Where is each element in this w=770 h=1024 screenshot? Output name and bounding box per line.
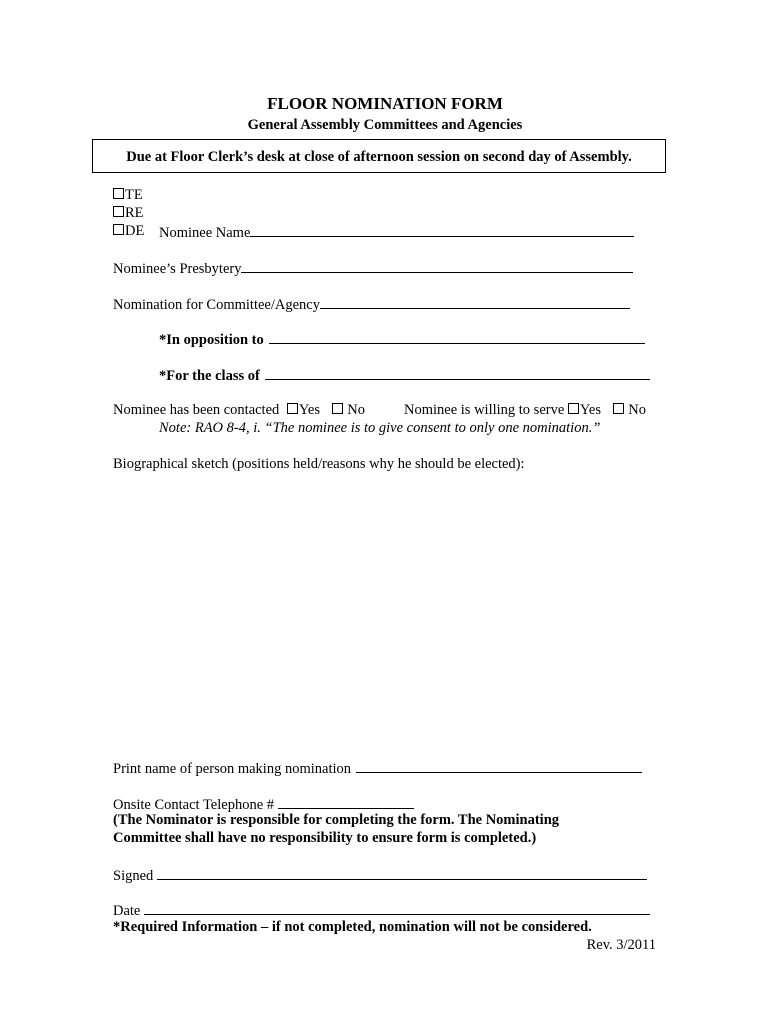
form-subtitle: General Assembly Committees and Agencies xyxy=(247,117,523,133)
due-notice-text: Due at Floor Clerk’s desk at close of afternoon session on second day of Assembly. xyxy=(126,149,632,165)
due-notice-box xyxy=(92,139,666,173)
contacted-no[interactable] xyxy=(332,402,365,418)
class-of-label: *For the class of xyxy=(159,368,260,384)
date-field[interactable] xyxy=(144,900,650,915)
responsibility-line-1: (The Nominator is responsible for completing the form. The Nominating xyxy=(113,812,560,828)
committee-field[interactable] xyxy=(320,294,630,309)
presbytery-label: Nominee’s Presbytery xyxy=(113,261,242,277)
willing-label: Nominee is willing to serve xyxy=(404,402,565,418)
checkbox-re-label: RE xyxy=(125,205,144,221)
opposition-row xyxy=(159,329,645,349)
telephone-field[interactable] xyxy=(278,794,414,809)
telephone-label: Onsite Contact Telephone # xyxy=(113,797,275,813)
nominee-name-label: Nominee Name xyxy=(159,225,251,241)
checkbox-de-label: DE xyxy=(125,223,145,239)
checkbox-re[interactable] xyxy=(113,204,144,222)
checkbox-te[interactable] xyxy=(113,186,143,204)
willing-yes[interactable] xyxy=(568,402,601,418)
presbytery-row xyxy=(113,258,633,278)
checkbox-icon[interactable] xyxy=(613,403,624,414)
committee-row xyxy=(113,294,630,314)
signed-label: Signed xyxy=(113,868,154,884)
committee-label: Nomination for Committee/Agency xyxy=(113,297,320,313)
date-row xyxy=(113,900,650,920)
date-label: Date xyxy=(113,903,141,919)
contacted-label: Nominee has been contacted xyxy=(113,402,280,418)
signed-field[interactable] xyxy=(157,865,647,880)
checkbox-icon[interactable] xyxy=(287,403,298,414)
opposition-field[interactable] xyxy=(269,329,645,344)
willing-no[interactable] xyxy=(613,402,646,418)
print-name-row xyxy=(113,758,642,778)
nominee-name-row xyxy=(159,222,634,242)
print-name-field[interactable] xyxy=(356,758,642,773)
contacted-yes[interactable] xyxy=(287,402,320,418)
willing-row xyxy=(404,401,646,419)
rao-note: Note: RAO 8-4, i. “The nominee is to give consent to only one nomination.” xyxy=(159,420,601,436)
willing-no-label: No xyxy=(628,402,646,418)
print-name-label: Print name of person making nomination xyxy=(113,761,352,777)
class-of-field[interactable] xyxy=(265,365,650,380)
checkbox-icon[interactable] xyxy=(113,206,124,217)
willing-yes-label: Yes xyxy=(579,402,602,418)
presbytery-field[interactable] xyxy=(241,258,633,273)
revision-label: Rev. 3/2011 xyxy=(586,937,656,953)
class-of-row xyxy=(159,365,650,385)
checkbox-de[interactable] xyxy=(113,222,144,240)
contacted-no-label: No xyxy=(347,402,365,418)
checkbox-icon[interactable] xyxy=(113,224,124,235)
required-note: *Required Information – if not completed, nomination will not be considered. xyxy=(113,919,592,935)
bio-field[interactable] xyxy=(113,478,653,748)
responsibility-line-2: Committee shall have no responsibility to ensure form is completed.) xyxy=(113,830,537,846)
signed-row xyxy=(113,865,647,885)
contacted-yes-label: Yes xyxy=(298,402,321,418)
checkbox-icon[interactable] xyxy=(113,188,124,199)
bio-label: Biographical sketch (positions held/reasons why he should be elected): xyxy=(113,456,525,472)
checkbox-icon[interactable] xyxy=(568,403,579,414)
nominee-name-field[interactable] xyxy=(250,222,634,237)
checkbox-icon[interactable] xyxy=(332,403,343,414)
form-title: FLOOR NOMINATION FORM xyxy=(267,94,503,113)
checkbox-te-label: TE xyxy=(125,187,143,203)
contacted-row xyxy=(113,401,365,419)
opposition-label: *In opposition to xyxy=(159,332,264,348)
